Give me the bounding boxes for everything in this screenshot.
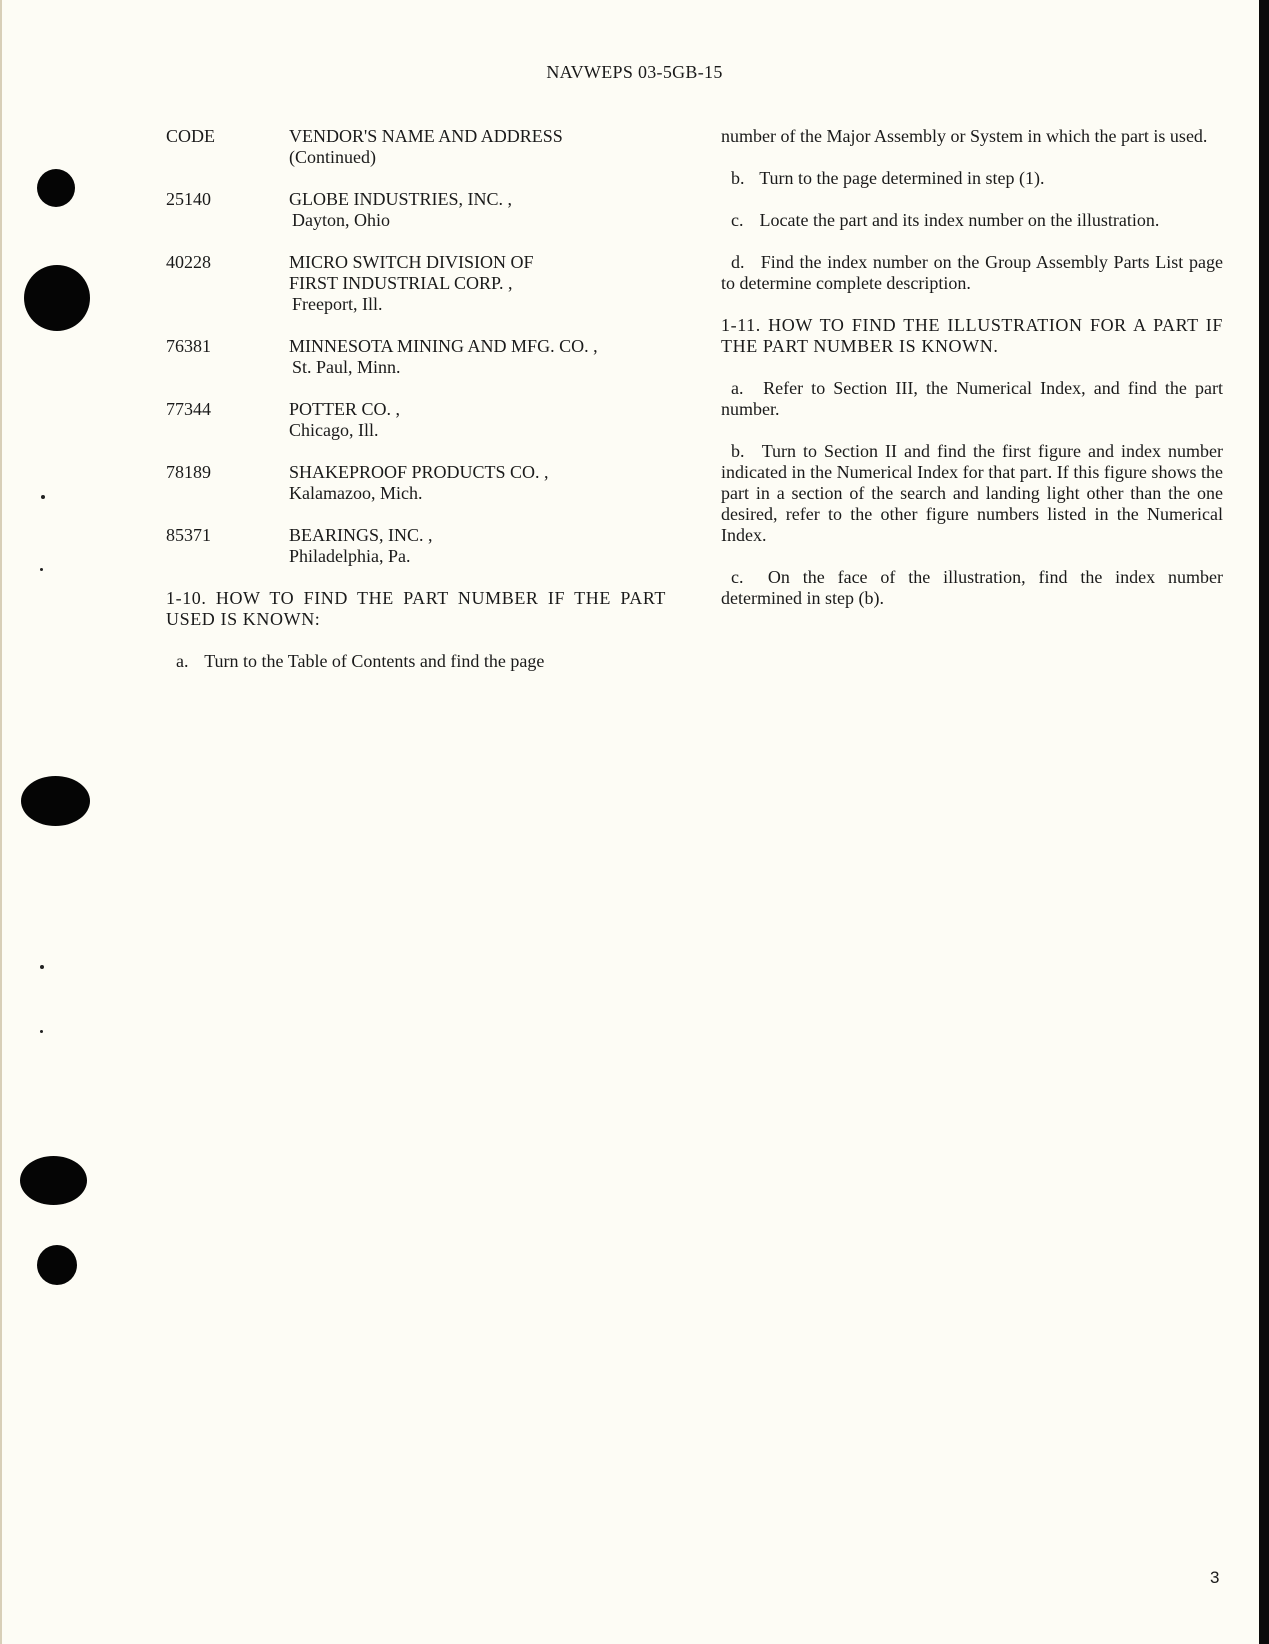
step-text: Turn to the Table of Contents and find the page — [204, 651, 545, 671]
left-column — [166, 126, 666, 693]
section-heading-1-11: 1-11. HOW TO FIND THE ILLUSTRATION FOR A PART IF THE PART NUMBER IS KNOWN. — [721, 315, 1223, 356]
step-1-10-c — [721, 210, 1223, 231]
step-1-11-a — [721, 378, 1223, 420]
scan-speck — [41, 495, 45, 499]
right-column — [721, 126, 1223, 630]
vendor-row — [166, 462, 666, 504]
step-text: Refer to Section III, the Numerical Index, and find the part number. — [721, 378, 1224, 419]
vendor-row — [166, 189, 666, 231]
vendor-code: 77344 — [166, 399, 211, 419]
page-number: 3 — [1210, 1568, 1220, 1587]
vendor-name: GLOBE INDUSTRIES, INC. , — [289, 189, 512, 209]
binder-hole-2 — [24, 265, 90, 331]
vendor-name-line2: FIRST INDUSTRIAL CORP. , — [289, 273, 513, 293]
step-1-11-c — [721, 567, 1223, 609]
vendor-name: SHAKEPROOF PRODUCTS CO. , — [289, 462, 549, 482]
vendor-code: 25140 — [166, 189, 211, 209]
vendor-address: Freeport, Ill. — [292, 294, 383, 314]
step-text: Turn to the page determined in step (1). — [759, 168, 1045, 188]
document-number: NAVWEPS 03-5GB-15 — [546, 62, 723, 82]
vendor-address: Chicago, Ill. — [289, 420, 379, 440]
vendor-name: MICRO SWITCH DIVISION OF — [289, 252, 534, 272]
step-label: a. — [731, 378, 744, 398]
vendor-address: Philadelphia, Pa. — [289, 546, 411, 566]
step-1-10-a-continued: number of the Major Assembly or System in which the part is used. — [721, 126, 1208, 146]
vendor-code: 85371 — [166, 525, 211, 545]
vendor-address: Kalamazoo, Mich. — [289, 483, 423, 503]
step-label: c. — [731, 210, 744, 230]
binder-hole-3 — [21, 776, 90, 826]
step-label: a. — [176, 651, 189, 671]
scan-speck — [40, 568, 43, 571]
vendor-address: Dayton, Ohio — [292, 210, 390, 230]
vendor-name: MINNESOTA MINING AND MFG. CO. , — [289, 336, 598, 356]
step-label: d. — [731, 252, 745, 272]
step-label: c. — [731, 567, 744, 587]
scan-speck — [40, 965, 44, 969]
binder-hole-5 — [37, 1245, 77, 1285]
step-text: On the face of the illustration, find the index number determined in step (b). — [721, 567, 1224, 608]
step-text: Find the index number on the Group Assembly Parts List page to determine complete description. — [721, 252, 1223, 293]
vendor-column-header: VENDOR'S NAME AND ADDRESS — [289, 126, 563, 146]
vendor-code: 76381 — [166, 336, 211, 356]
step-1-10-d — [721, 252, 1223, 294]
section-heading-1-10: 1-10. HOW TO FIND THE PART NUMBER IF THE PART USED IS KNOWN: — [166, 588, 666, 629]
vendor-name: BEARINGS, INC. , — [289, 525, 433, 545]
step-1-10-a-part1 — [166, 651, 666, 672]
scan-speck — [40, 1030, 43, 1033]
binder-hole-4 — [20, 1156, 87, 1205]
step-text: Turn to Section II and find the first figure and index number indicated in the Numerical Index for that part. If this figure shows the part in a section of the search and landing light other than the one desired, refer to the other figure numbers listed in the Numerical Index. — [721, 441, 1223, 545]
step-label: b. — [731, 168, 745, 188]
vendor-row — [166, 336, 666, 378]
vendor-row — [166, 399, 666, 441]
vendor-column-header-sub: (Continued) — [289, 147, 376, 167]
vendor-code: 78189 — [166, 462, 211, 482]
step-label: b. — [731, 441, 745, 461]
step-text: Locate the part and its index number on the illustration. — [759, 210, 1160, 230]
binder-hole-1 — [37, 169, 75, 207]
page-left-edge — [0, 0, 2, 1644]
step-1-11-b — [721, 441, 1223, 546]
vendor-address: St. Paul, Minn. — [292, 357, 401, 377]
code-column-header: CODE — [166, 126, 215, 146]
vendor-code: 40228 — [166, 252, 211, 272]
vendor-row — [166, 252, 666, 315]
vendor-table-header — [166, 126, 666, 168]
step-1-10-b — [721, 168, 1223, 189]
vendor-row — [166, 525, 666, 567]
scan-border-right — [1259, 0, 1269, 1644]
vendor-name: POTTER CO. , — [289, 399, 401, 419]
